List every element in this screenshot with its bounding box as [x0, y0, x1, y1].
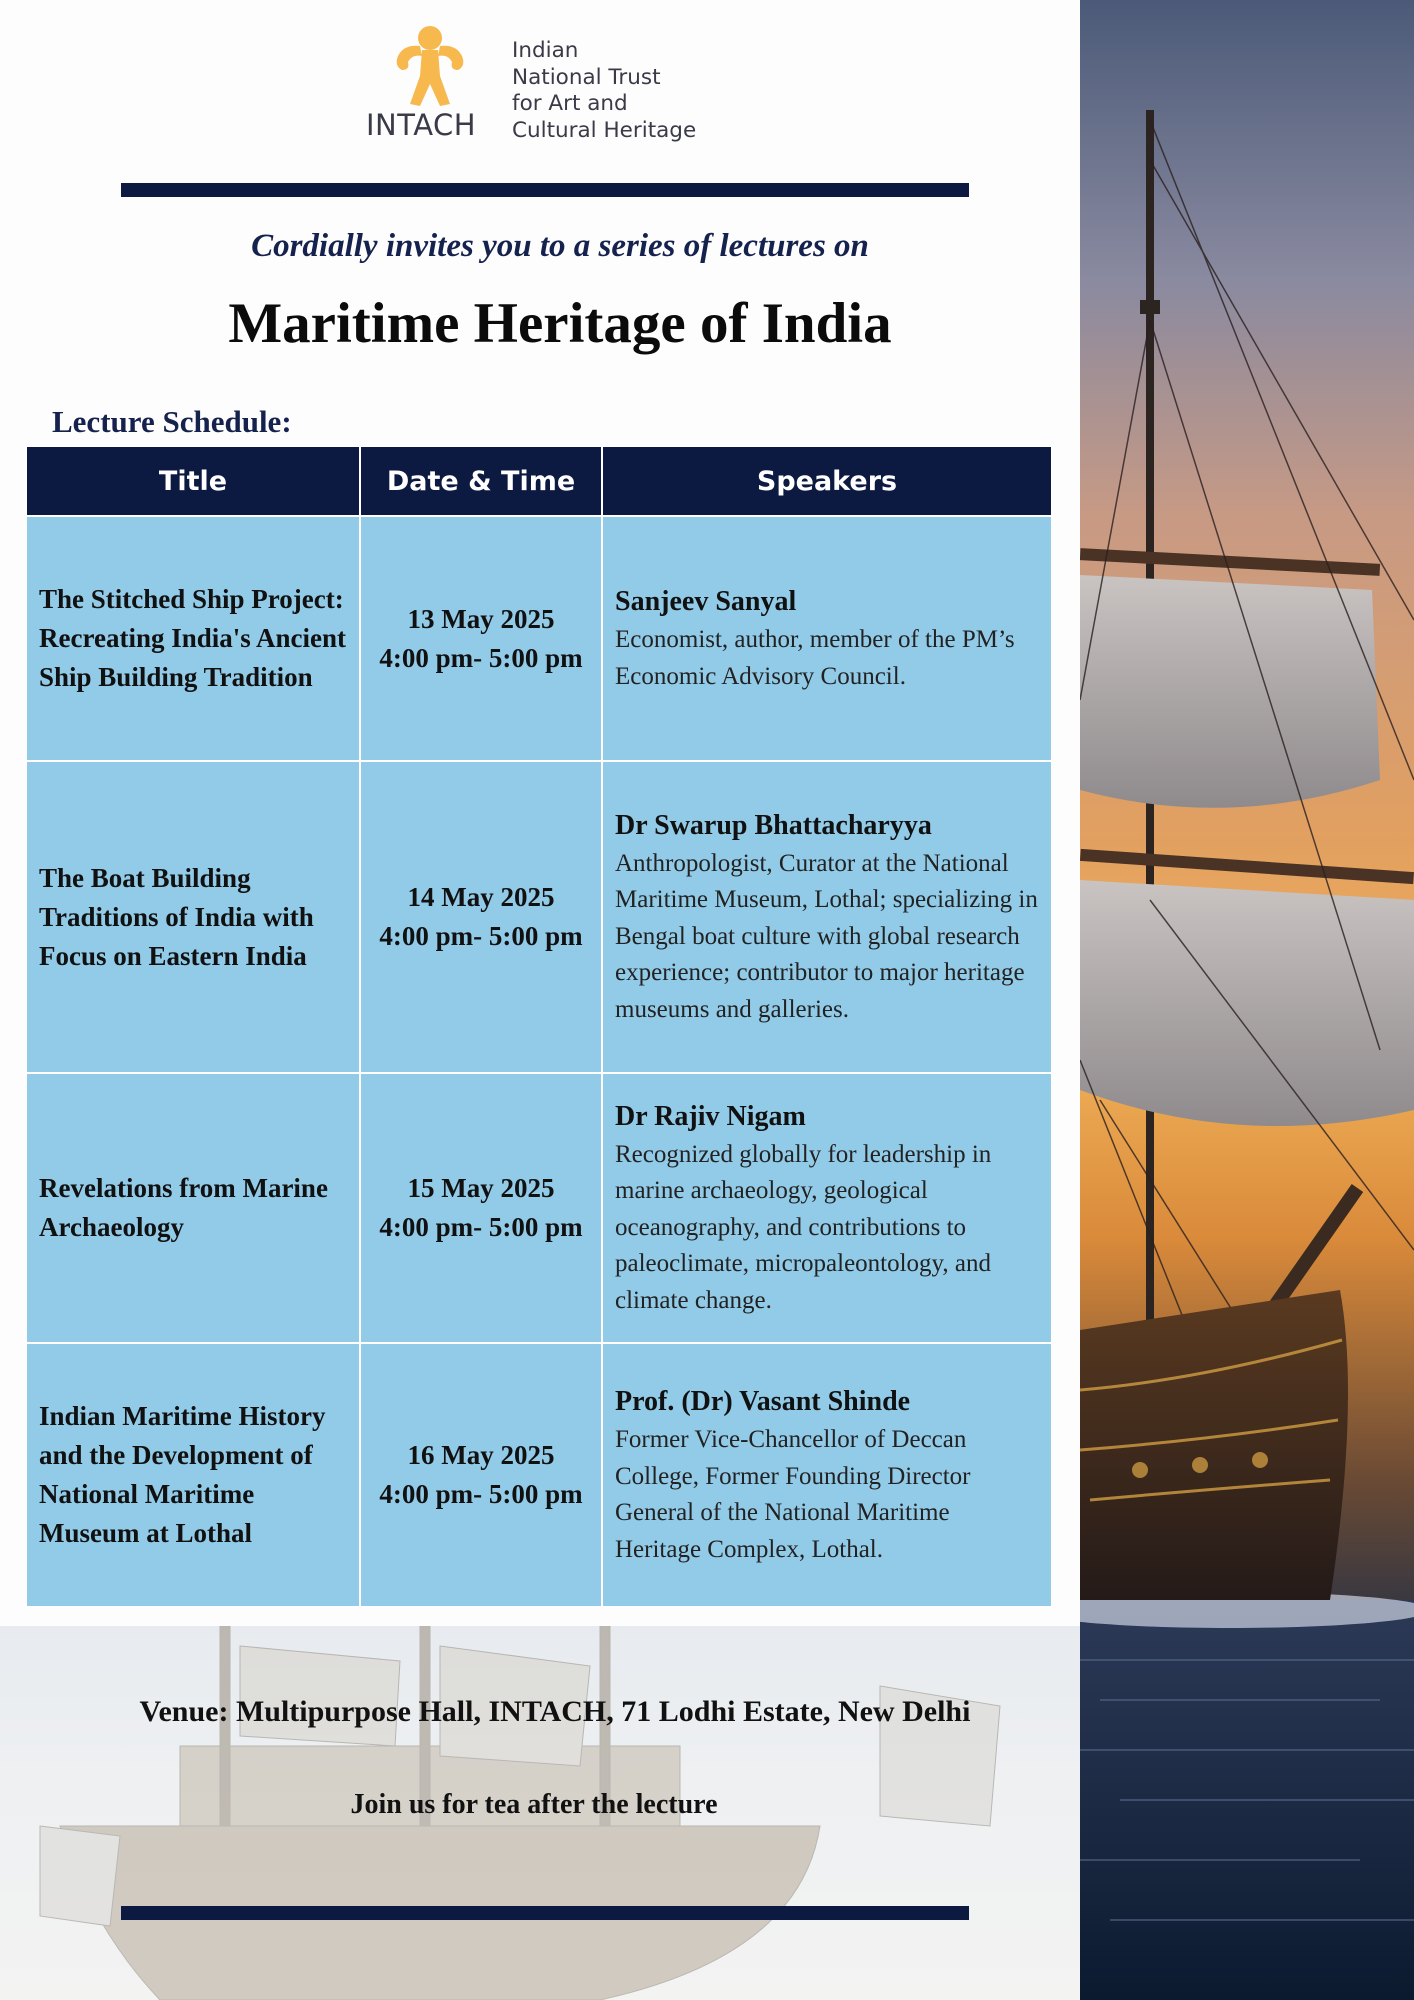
- lecture-title: Revelations from Marine Archaeology: [26, 1073, 360, 1343]
- lecture-schedule-table: [26, 446, 1052, 1607]
- table-row: [26, 761, 1052, 1073]
- speaker-name: Dr Rajiv Nigam: [615, 1100, 806, 1132]
- speaker-description: Former Vice-Chancellor of Deccan College, Former Founding Director General of the National Maritime Heritage Complex, Lothal.: [615, 1426, 971, 1563]
- speaker-name: Prof. (Dr) Vasant Shinde: [615, 1386, 911, 1417]
- speaker-name: Sanjeev Sanyal: [615, 586, 797, 617]
- logo-full-name: Indian National Trust for Art and Cultural Heritage: [512, 38, 697, 143]
- table-row: [26, 1343, 1052, 1607]
- invitation-line: Cordially invites you to a series of lectures on: [251, 228, 869, 264]
- column-header-title: Title: [26, 446, 360, 516]
- venue-line: Venue: Multipurpose Hall, INTACH, 71 Lodhi Estate, New Delhi: [139, 1695, 971, 1728]
- speaker-cell: [602, 1073, 1052, 1343]
- lecture-date-time: [360, 1343, 602, 1607]
- schedule-label: Lecture Schedule:: [52, 404, 292, 439]
- lecture-title: The Stitched Ship Project: Recreating India's Ancient Ship Building Tradition: [26, 516, 360, 761]
- speaker-description: Anthropologist, Curator at the National Maritime Museum, Lothal; specializing in Bengal boat culture with global research experience; contributor to major heritage museums and galleries.: [615, 849, 1038, 1023]
- lecture-date: 16 May 2025: [407, 1440, 555, 1470]
- column-header-speakers: Speakers: [602, 446, 1052, 516]
- lecture-title: The Boat Building Traditions of India with Focus on Eastern India: [26, 761, 360, 1073]
- lecture-time: 4:00 pm- 5:00 pm: [379, 1212, 583, 1242]
- table-row: [26, 1073, 1052, 1343]
- speaker-cell: [602, 1343, 1052, 1607]
- top-divider: [121, 183, 969, 197]
- table-header-row: [26, 446, 1052, 516]
- page-title: Maritime Heritage of India: [228, 292, 892, 355]
- lecture-date: 13 May 2025: [407, 603, 555, 634]
- lecture-date: 14 May 2025: [407, 882, 555, 912]
- speaker-description: Recognized globally for leadership in marine archaeology, geological oceanography, and contributions to paleoclimate, micropaleontology, and climate change.: [615, 1140, 992, 1314]
- lecture-date: 15 May 2025: [407, 1173, 555, 1203]
- lecture-time: 4:00 pm- 5:00 pm: [379, 921, 583, 951]
- lecture-date-time: [360, 761, 602, 1073]
- ship-photo: [1080, 0, 1414, 2000]
- lecture-date-time: [360, 516, 602, 761]
- column-header-date-time: Date & Time: [360, 446, 602, 516]
- lecture-title: Indian Maritime History and the Development of National Maritime Museum at Lothal: [26, 1343, 360, 1607]
- speaker-description: Economist, author, member of the PM’s Economic Advisory Council.: [615, 626, 1015, 690]
- bottom-divider: [121, 1906, 969, 1920]
- lecture-date-time: [360, 1073, 602, 1343]
- intach-emblem-icon: [390, 24, 470, 114]
- intach-logo: [360, 24, 720, 154]
- tea-note: Join us for tea after the lecture: [350, 1789, 718, 1820]
- speaker-cell: [602, 516, 1052, 761]
- speaker-name: Dr Swarup Bhattacharyya: [615, 809, 932, 841]
- speaker-cell: [602, 761, 1052, 1073]
- table-row: [26, 516, 1052, 761]
- lecture-time: 4:00 pm- 5:00 pm: [379, 1479, 583, 1509]
- lecture-time: 4:00 pm- 5:00 pm: [379, 642, 583, 673]
- logo-wordmark: INTACH: [366, 108, 477, 142]
